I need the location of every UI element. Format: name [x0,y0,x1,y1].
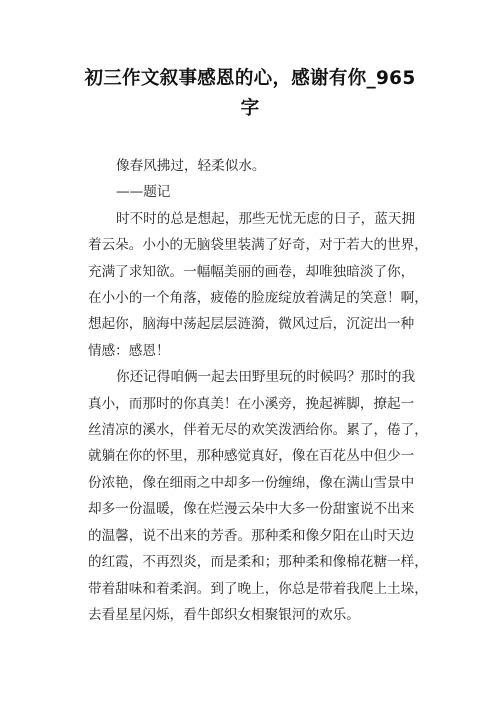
paragraph-2-line: 丝清凉的溪水，伴着无尽的欢笑泼洒给你。累了，倦了， [88,422,428,439]
paragraph-2-line: 你还记得咱俩一起去田野里玩的时候吗？那时的我 [116,369,416,386]
document-title [70,64,430,124]
paragraph-1-line: 充满了求知欲。一幅幅美丽的画卷，却唯独暗淡了你， [88,263,415,280]
paragraph-2-line: 带着甜味和着柔润。到了晚上，你总是带着我爬上土垛， [88,580,428,597]
paragraph-2-line: 份浓艳，像在细雨之中却多一份缠绵，像在满山雪景中 [88,474,415,491]
paragraph-2-line: 的温馨，说不出来的芳香。那种柔和像夕阳在山时天边 [88,527,415,544]
paragraph-2-line: 真小，而那时的你真美！在小溪旁，挽起裤脚，撩起一 [88,395,415,412]
paragraph-1-line: 想起你，脑海中荡起层层涟漪，微风过后，沉淀出一种 [88,316,415,333]
paragraph-1-line: 情感：感恩！ [88,342,170,359]
paragraph-1-line: 在小小的一个角落，疲倦的脸庞绽放着满足的笑意！啊， [88,290,428,307]
paragraph-2-line: 就躺在你的怀里，那种感觉真好，像在百花丛中但少一 [88,448,415,465]
title-line-2: 字 [240,98,260,119]
paragraph-2-line: 的红霞，不再烈炎，而是柔和；那种柔和像棉花糖一样， [88,554,428,571]
document-body [88,153,428,628]
paragraph-2-line: 去看星星闪烁，看牛郎织女相聚银河的欢乐。 [88,606,360,623]
epigraph-attribution: ——题记 [116,184,171,201]
title-line-1: 初三作文叙事感恩的心，感谢有你_965 [84,68,416,89]
paragraph-2-line: 却多一份温暖，像在烂漫云朵中大多一份甜蜜说不出来 [88,501,415,518]
paragraph-1-line: 着云朵。小小的无脑袋里装满了好奇，对于若大的世界， [88,237,428,254]
epigraph-line: 像春风拂过，轻柔似水。 [116,158,266,174]
paragraph-1-line: 时不时的总是想起，那些无忧无虑的日子，蓝天拥 [116,210,416,227]
